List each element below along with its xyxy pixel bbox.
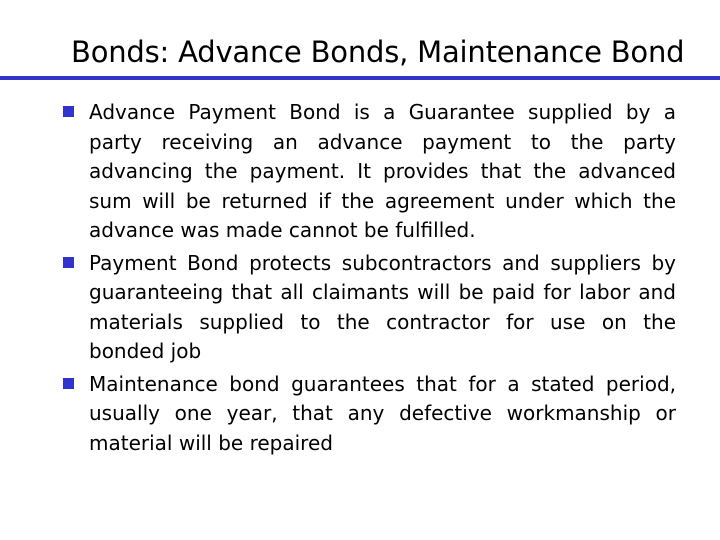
bullet-text: Maintenance bond guarantees that for a stated period, usually one year, that any defective workmanship or material will be repaired [89,371,676,455]
square-bullet-icon [63,257,74,268]
square-bullet-icon [63,106,74,117]
bullet-item-advance-payment-bond [63,98,676,246]
bullet-text: Advance Payment Bond is a Guarantee supplied by a party receiving an advance payment to the party advancing the payment. It provides that the advanced sum will be returned if the agreement under which the advance was made cannot be fulfilled. [89,100,676,242]
square-bullet-icon [63,378,74,389]
slide-title: Bonds: Advance Bonds, Maintenance Bond [71,35,685,69]
bullet-item-payment-bond [63,249,676,367]
title-divider [0,76,720,80]
bullet-text: Payment Bond protects subcontractors and suppliers by guaranteeing that all claimants will be paid for labor and materials supplied to the contractor for use on the bonded job [89,250,676,363]
bullet-item-maintenance-bond [63,370,676,459]
bullet-list [63,98,676,461]
